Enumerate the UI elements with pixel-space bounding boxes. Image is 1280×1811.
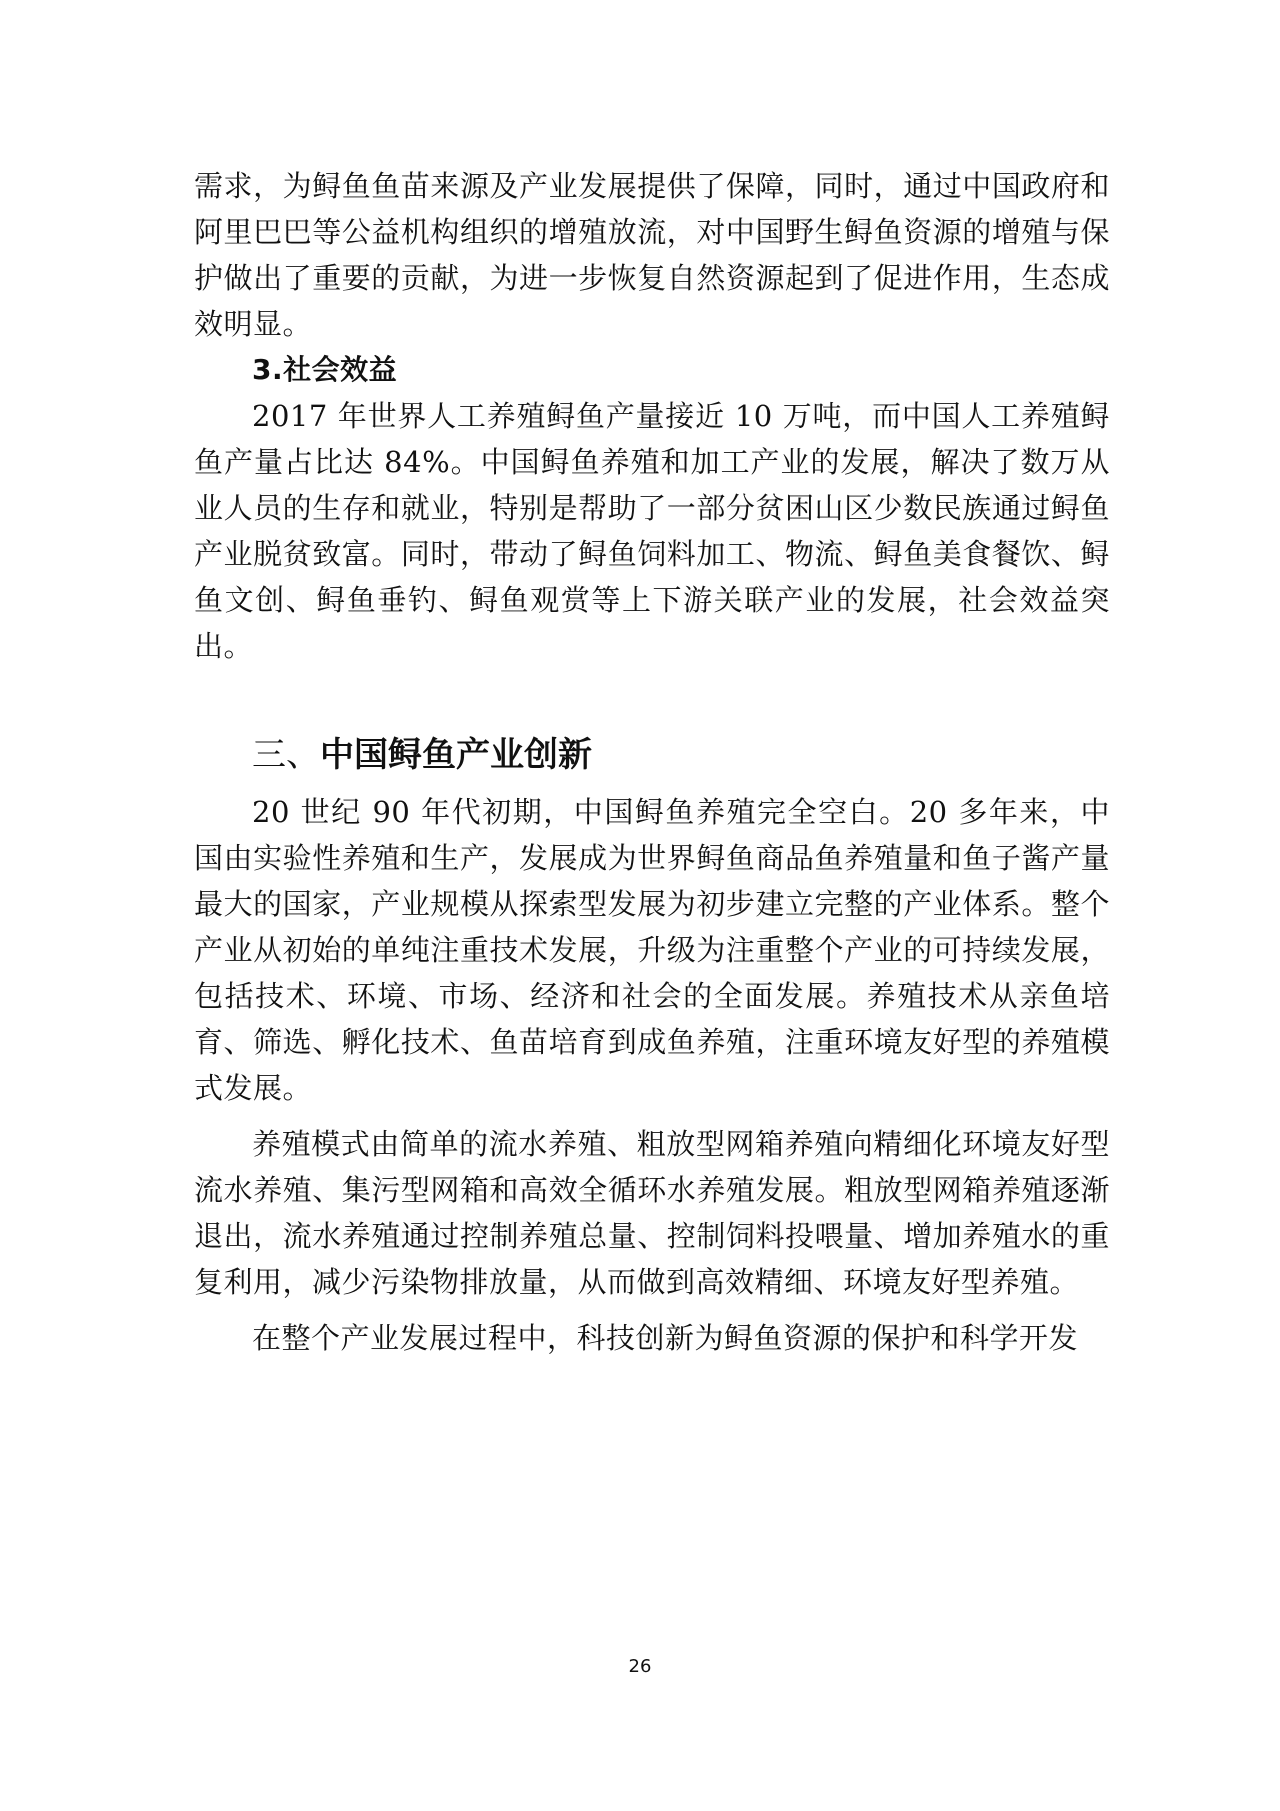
paragraph-industry-overview: 20 世纪 90 年代初期，中国鲟鱼养殖完全空白。20 多年来，中国由实验性养殖和生产，发展成为世界鲟鱼商品鱼养殖量和鱼子酱产量最大的国家，产业规模从探索型发展为初步建立完整的产业体系。整个产业从初始的单纯注重技术发展，升级为注重整个产业的可持续发展，包括技术、环境、市场、经济和社会的全面发展。养殖技术从亲鱼培育、筛选、孵化技术、鱼苗培育到成鱼养殖，注重环境友好型的养殖模式发展。 — [194, 795, 1110, 1105]
section-title: 中国鲟鱼产业创新 — [320, 735, 592, 775]
paragraph-social-benefits: 2017 年世界人工养殖鲟鱼产量接近 10 万吨，而中国人工养殖鲟鱼产量占比达 84%。中国鲟鱼养殖和加工产业的发展，解决了数万从业人员的生存和就业，特别是帮助了一部分贫困山区少数民族通过鲟鱼产业脱贫致富。同时，带动了鲟鱼饲料加工、物流、鲟鱼美食餐饮、鲟鱼文创、鲟鱼垂钓、鲟鱼观赏等上下游关联产业的发展，社会效益突出。 — [194, 399, 1110, 663]
section-heading — [252, 729, 1110, 781]
section-number: 三、 — [252, 735, 320, 775]
paragraph-farming-modes: 养殖模式由简单的流水养殖、粗放型网箱养殖向精细化环境友好型流水养殖、集污型网箱和高效全循环水养殖发展。粗放型网箱养殖逐渐退出，流水养殖通过控制养殖总量、控制饲料投喂量、增加养殖水的重复利用，减少污染物排放量，从而做到高效精细、环境友好型养殖。 — [194, 1127, 1110, 1299]
page-number: 26 — [628, 1656, 652, 1677]
paragraph-ecological-continued: 需求，为鲟鱼鱼苗来源及产业发展提供了保障，同时，通过中国政府和阿里巴巴等公益机构组织的增殖放流，对中国野生鲟鱼资源的增殖与保护做出了重要的贡献，为进一步恢复自然资源起到了促进作用，生态成效明显。 — [194, 169, 1110, 341]
paragraph-tech-innovation: 在整个产业发展过程中，科技创新为鲟鱼资源的保护和科学开发 — [252, 1321, 1079, 1355]
page-body — [194, 163, 1110, 1361]
subheading-social-benefits: 3.社会效益 — [252, 353, 398, 386]
